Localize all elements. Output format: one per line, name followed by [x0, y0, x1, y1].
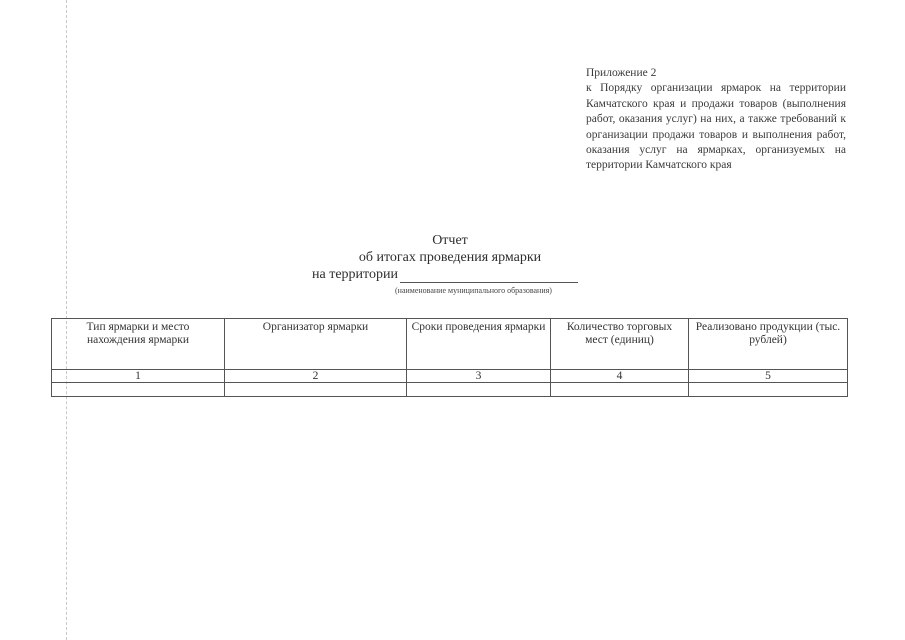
header-organizer: Организатор ярмарки [225, 319, 407, 370]
report-title-line2: об итогах проведения ярмарки [358, 250, 542, 265]
column-number-2: 2 [225, 370, 407, 383]
column-number-4: 4 [551, 370, 689, 383]
column-number-3: 3 [407, 370, 551, 383]
territory-label: на территории [312, 267, 398, 282]
column-number-5: 5 [689, 370, 848, 383]
table-cell[interactable] [407, 383, 551, 397]
table-cell[interactable] [225, 383, 407, 397]
territory-caption: (наименование муниципального образования) [395, 286, 552, 295]
table-cell[interactable] [551, 383, 689, 397]
territory-line [312, 266, 578, 283]
header-products-sold: Реализовано продукции (тыс. рублей) [689, 319, 848, 370]
territory-blank-field[interactable] [400, 269, 578, 283]
appendix-number: Приложение 2 [586, 67, 657, 79]
header-fair-type: Тип ярмарки и место нахождения ярмарки [52, 319, 225, 370]
table-header-row [52, 319, 848, 370]
table-column-numbers-row [52, 370, 848, 383]
report-table [51, 318, 848, 397]
table-cell[interactable] [52, 383, 225, 397]
table-cell[interactable] [689, 383, 848, 397]
appendix-text: к Порядку организации ярмарок на территории Камчатского края и продажи товаров (выполнения работ, оказания услуг) на них, а также требований к организации продажи товаров и выполнения работ, оказания услуг на ярмарках, организуемых на территории Камчатского края [586, 82, 846, 172]
report-title [250, 232, 650, 266]
report-title-line1: Отчет [432, 233, 468, 248]
table-row [52, 383, 848, 397]
column-number-1: 1 [52, 370, 225, 383]
appendix-note [586, 66, 846, 174]
header-dates: Сроки проведения ярмарки [407, 319, 551, 370]
header-trading-places: Количество торговых мест (единиц) [551, 319, 689, 370]
